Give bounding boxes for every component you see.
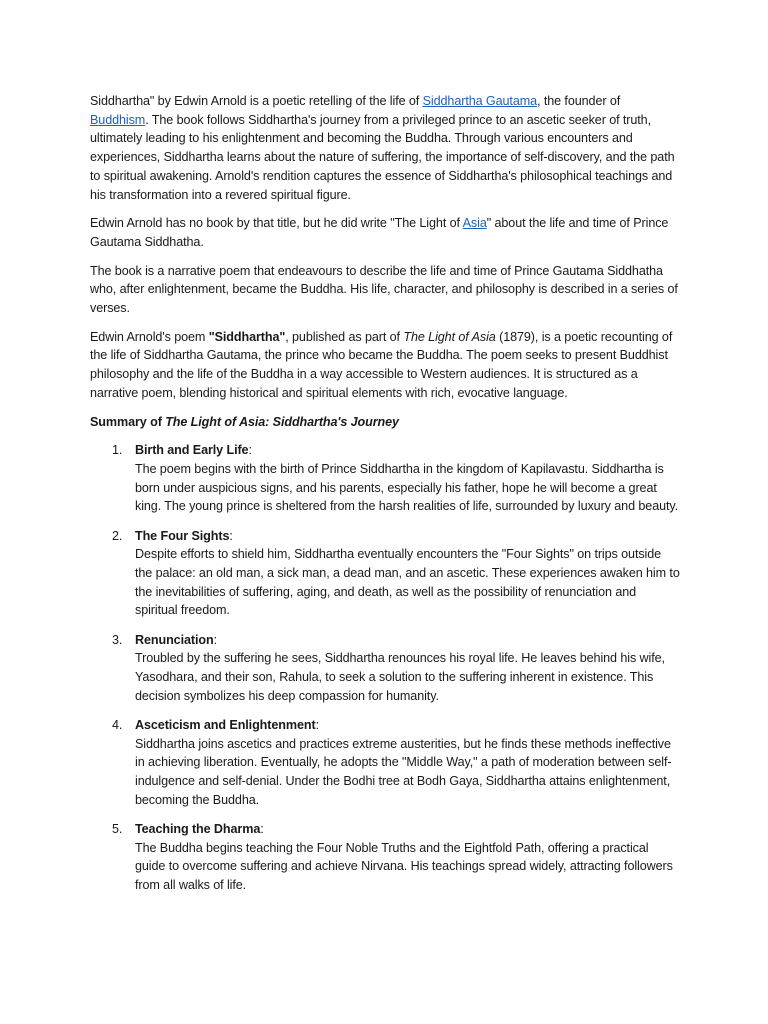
list-item-text: The Buddha begins teaching the Four Noble Truths and the Eightfold Path, offering a practical guide to overcome suffering and achieve Nirvana. His teachings spread widely, attracting followers from all walks of life. [135, 840, 673, 893]
list-number: 1. [112, 443, 123, 458]
summary-prefix: Summary of [90, 414, 166, 429]
list-item-colon: : [315, 717, 319, 732]
list-item [90, 631, 680, 706]
list-item [90, 527, 680, 621]
summary-list [90, 441, 680, 894]
list-item-heading: Asceticism and Enlightenment [135, 717, 316, 732]
list-item [90, 716, 680, 810]
intro-text: " about the life and time of Prince Gautama Siddhatha. [90, 216, 669, 249]
list-item-text: Troubled by the suffering he sees, Siddhartha renounces his royal life. He leaves behind his wife, Yasodhara, and their son, Rahula, to seek a solution to the suffering inherent in existence. This decision symbolizes his deep compassion for humanity. [135, 651, 665, 703]
document-body [90, 92, 680, 905]
list-item-colon: : [248, 443, 252, 458]
intro-text: (1879), is a poetic recounting of the life of Siddhartha Gautama, the prince who became the Buddha. The poem seeks to present Buddhist philosophy and the life of the Buddha in a way accessible to Western audiences. It is structured as a narrative poem, blending historical and spiritual elements with rich, evocative language. [90, 329, 673, 400]
list-item [90, 441, 680, 516]
list-number: 5. [112, 821, 123, 836]
list-number: 4. [112, 717, 123, 732]
intro-paragraph-3: The book is a narrative poem that endeavours to describe the life and time of Prince Gautama Siddhatha who, after enlightenment, became the Buddha. His life, character, and philosophy is described in a series of verses. [90, 263, 678, 316]
list-item-heading: The Four Sights [135, 528, 230, 543]
list-number: 3. [112, 632, 123, 647]
intro-paragraph-4 [90, 328, 680, 403]
intro-text: , published as part of [285, 329, 404, 344]
list-item-text: Siddhartha joins ascetics and practices extreme austerities, but he finds these methods ineffective in achieving liberation. Eventually, he adopts the "Middle Way," a path of moderation between self-indulgence and self-denial. Under the Bodhi tree at Bodh Gaya, Siddhartha attains enlightenment, becoming the Buddha. [135, 736, 672, 807]
book-title-italic: The Light of Asia [403, 329, 496, 344]
buddhism-link[interactable]: Buddhism [90, 112, 146, 127]
list-number: 2. [112, 528, 123, 543]
intro-text: Siddhartha" by Edwin Arnold is a poetic retelling of the life of [90, 94, 423, 108]
list-item-colon: : [229, 528, 233, 543]
list-item-heading: Birth and Early Life [135, 443, 249, 458]
intro-text: . The book follows Siddhartha's journey from a privileged prince to an ascetic seeker of truth, ultimately leading to his enlightenment and becoming the Buddha. Through various encounters and experiences, Siddhartha learns about the nature of suffering, the importance of self-discovery, and the path to spiritual awakening. Arnold's rendition captures the essence of Siddhartha's philosophical teachings and his transformation into a revered spiritual figure. [90, 112, 675, 202]
list-item-text: Despite efforts to shield him, Siddhartha eventually encounters the "Four Sights" on trips outside the palace: an old man, a sick man, a dead man, and an ascetic. These experiences awaken him to the inevitabilities of suffering, aging, and death, as well as the possibility of renunciation and spiritual freedom. [135, 547, 680, 618]
intro-text: Edwin Arnold has no book by that title, but he did write "The Light of [90, 216, 463, 231]
list-item [90, 820, 680, 895]
poem-title-bold: "Siddhartha" [208, 329, 286, 344]
list-item-heading: Teaching the Dharma [135, 821, 261, 836]
intro-paragraph-2 [90, 214, 680, 251]
intro-text: Edwin Arnold's poem [90, 329, 209, 344]
intro-paragraph-1 [90, 92, 680, 204]
list-item-text: The poem begins with the birth of Prince Siddhartha in the kingdom of Kapilavastu. Siddhartha is born under auspicious signs, and his parents, especially his father, hope he will become a great king. The young prince is sheltered from the harsh realities of life, surrounded by luxury and beauty. [135, 461, 679, 514]
summary-title-italic: The Light of Asia: Siddhartha's Journey [165, 414, 399, 429]
intro-text: , the founder of [537, 94, 621, 108]
list-item-colon: : [213, 632, 217, 647]
siddhartha-gautama-link[interactable]: Siddhartha Gautama [422, 94, 538, 108]
list-item-colon: : [260, 821, 264, 836]
summary-heading [90, 413, 680, 432]
asia-link[interactable]: Asia [462, 216, 487, 231]
list-item-heading: Renunciation [135, 632, 214, 647]
